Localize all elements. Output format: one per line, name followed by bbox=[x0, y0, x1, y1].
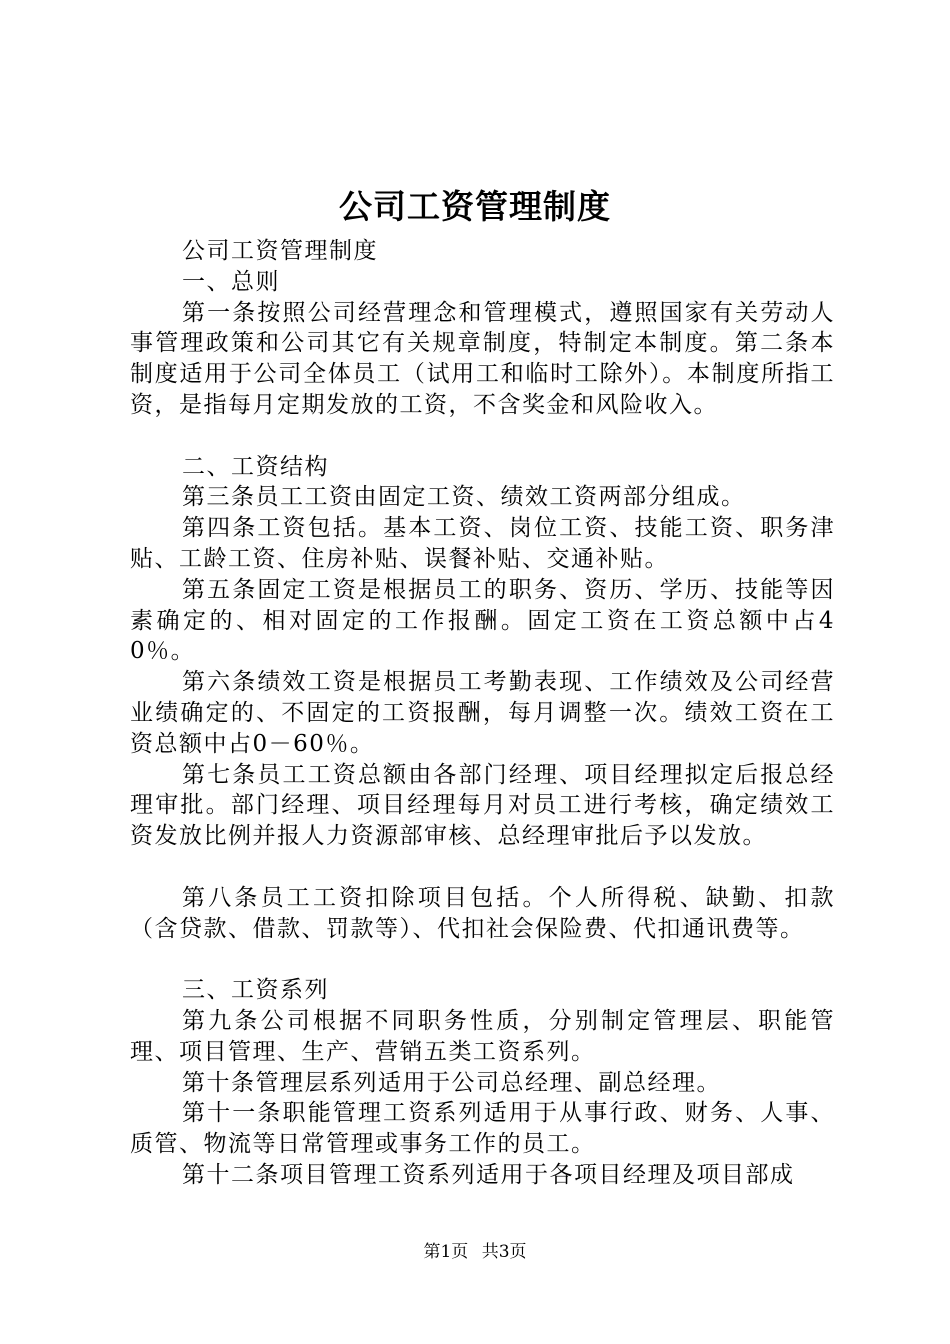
paragraph-article-3: 第三条员工工资由固定工资、绩效工资两部分组成。 bbox=[182, 484, 746, 511]
page-number: 第1页 bbox=[423, 1242, 469, 1262]
paragraph-article-10: 第十条管理层系列适用于公司总经理、副总经理。 bbox=[182, 1069, 721, 1096]
paragraph-article-1-2: 第一条按照公司经营理念和管理模式，遵照国家有关劳动人事管理政策和公司其它有关规章制度，特制定本制度。第二条本制度适用于公司全体员工（试用工和临时工除外）。本制度所指工资，是指每月定期发放的工资，不含奖金和风险收入。 bbox=[130, 299, 835, 418]
section-heading-general: 一、总则 bbox=[182, 268, 280, 295]
paragraph-article-12: 第十二条项目管理工资系列适用于各项目经理及项目部成 bbox=[182, 1161, 795, 1188]
paragraph-subtitle: 公司工资管理制度 bbox=[182, 238, 378, 264]
section-heading-salary-structure: 二、工资结构 bbox=[182, 453, 329, 480]
document-title: 公司工资管理制度 bbox=[339, 187, 611, 226]
page-total: 共3页 bbox=[481, 1242, 527, 1262]
paragraph-article-8: 第八条员工工资扣除项目包括。个人所得税、缺勤、扣款（含贷款、借款、罚款等）、代扣社会保险费、代扣通讯费等。 bbox=[130, 884, 835, 942]
paragraph-article-9: 第九条公司根据不同职务性质，分别制定管理层、职能管理、项目管理、生产、营销五类工资系列。 bbox=[130, 1007, 835, 1065]
page-footer bbox=[0, 1240, 950, 1264]
section-heading-salary-series: 三、工资系列 bbox=[182, 977, 329, 1004]
document-body bbox=[130, 236, 835, 1191]
paragraph-article-4: 第四条工资包括。基本工资、岗位工资、技能工资、职务津贴、工龄工资、住房补贴、误餐补贴、交通补贴。 bbox=[130, 515, 835, 572]
paragraph-article-11: 第十一条职能管理工资系列适用于从事行政、财务、人事、质管、物流等日常管理或事务工作的员工。 bbox=[130, 1100, 835, 1158]
paragraph-article-5: 第五条固定工资是根据员工的职务、资历、学历、技能等因素确定的、相对固定的工作报酬。固定工资在工资总额中占40％。 bbox=[130, 576, 835, 665]
paragraph-article-6: 第六条绩效工资是根据员工考勤表现、工作绩效及公司经营业绩确定的、不固定的工资报酬，每月调整一次。绩效工资在工资总额中占0－60％。 bbox=[130, 669, 835, 757]
paragraph-article-7: 第七条员工工资总额由各部门经理、项目经理拟定后报总经理审批。部门经理、项目经理每月对员工进行考核，确定绩效工资发放比例并报人力资源部审核、总经理审批后予以发放。 bbox=[130, 761, 835, 850]
